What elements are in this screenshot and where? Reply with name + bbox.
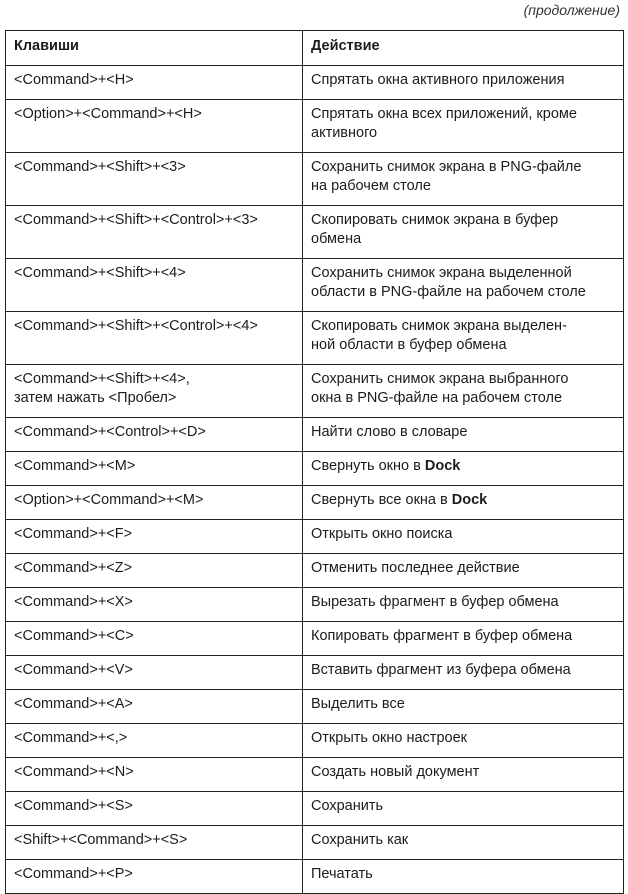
shortcut-action-line — [311, 797, 615, 816]
shortcut-action-cell — [303, 365, 624, 418]
shortcut-action-text: Сохранить как — [311, 832, 409, 848]
table-header-row — [6, 31, 624, 66]
shortcut-action-text: Копировать фрагмент в буфер обмена — [311, 628, 573, 644]
table-row — [6, 792, 624, 826]
shortcut-action-bold-term: Dock — [424, 458, 461, 474]
shortcut-action-cell — [303, 259, 624, 312]
shortcut-action-cell — [303, 826, 624, 860]
shortcut-keys-cell — [6, 153, 303, 206]
shortcut-keys-cell — [6, 312, 303, 365]
shortcut-action-cell — [303, 206, 624, 259]
shortcut-action-cell — [303, 758, 624, 792]
shortcut-action-text: Скопировать снимок экрана в буфер — [311, 212, 559, 228]
shortcut-keys-text: <Command>+<C> — [14, 628, 134, 644]
shortcut-action-text: Найти слово в словаре — [311, 424, 468, 440]
shortcut-action-line — [311, 105, 615, 124]
shortcut-action-text: Выделить все — [311, 696, 405, 712]
table-row — [6, 365, 624, 418]
table-row — [6, 520, 624, 554]
shortcut-action-text: на рабочем столе — [311, 178, 431, 194]
shortcut-keys-text: <Command>+<F> — [14, 526, 133, 542]
shortcut-action-line — [311, 370, 615, 389]
shortcut-keys-cell — [6, 758, 303, 792]
shortcut-action-text: Вставить фрагмент из буфера обмена — [311, 662, 571, 678]
shortcut-action-text: Вырезать фрагмент в буфер обмена — [311, 594, 559, 610]
shortcut-keys-cell — [6, 656, 303, 690]
table-row — [6, 312, 624, 365]
shortcut-action-line — [311, 124, 615, 143]
table-row — [6, 452, 624, 486]
shortcut-action-cell — [303, 690, 624, 724]
shortcut-action-cell — [303, 554, 624, 588]
continuation-note: (продолжение) — [523, 2, 620, 18]
shortcut-keys-cell — [6, 520, 303, 554]
shortcut-action-text: Свернуть все окна в — [311, 492, 452, 508]
table-row — [6, 656, 624, 690]
shortcut-action-text: окна в PNG-файле на рабочем столе — [311, 390, 563, 406]
shortcut-keys-text: <Command>+<Shift>+<4> — [14, 265, 186, 281]
shortcut-action-cell — [303, 418, 624, 452]
shortcut-keys-text: <Command>+<Shift>+<3> — [14, 159, 186, 175]
shortcut-action-line — [311, 177, 615, 196]
shortcut-action-line — [311, 831, 615, 850]
table-row — [6, 153, 624, 206]
shortcut-action-line — [311, 593, 615, 612]
shortcut-action-text: Печатать — [311, 866, 373, 882]
shortcut-action-cell — [303, 724, 624, 758]
shortcut-action-cell — [303, 656, 624, 690]
table-row — [6, 690, 624, 724]
shortcut-action-line — [311, 491, 615, 510]
shortcut-action-text: Открыть окно поиска — [311, 526, 453, 542]
shortcut-keys-text: <Command>+<Shift>+<Control>+<4> — [14, 318, 258, 334]
shortcut-keys-text: <Command>+<V> — [14, 662, 133, 678]
shortcut-action-line — [311, 230, 615, 249]
shortcut-action-text: Сохранить снимок экрана выделенной — [311, 265, 572, 281]
shortcut-keys-cell — [6, 452, 303, 486]
shortcut-action-text: активного — [311, 125, 378, 141]
shortcut-keys-cell — [6, 418, 303, 452]
shortcut-action-line — [311, 283, 615, 302]
shortcut-action-line — [311, 627, 615, 646]
shortcut-keys-text: <Option>+<Command>+<H> — [14, 106, 202, 122]
shortcut-keys-text: <Command>+<,> — [14, 730, 128, 746]
shortcut-action-line — [311, 336, 615, 355]
shortcut-action-line — [311, 525, 615, 544]
table-body — [6, 66, 624, 894]
shortcut-action-line — [311, 211, 615, 230]
shortcut-keys-cell — [6, 792, 303, 826]
table-row — [6, 418, 624, 452]
table-row — [6, 588, 624, 622]
table-row — [6, 100, 624, 153]
shortcut-keys-cell — [6, 690, 303, 724]
shortcut-action-text: Сохранить снимок экрана выбранного — [311, 371, 569, 387]
shortcut-action-line — [311, 865, 615, 884]
shortcut-action-text: Создать новый документ — [311, 764, 480, 780]
shortcut-action-text: Спрятать окна всех приложений, кроме — [311, 106, 577, 122]
shortcut-keys-cell — [6, 486, 303, 520]
shortcut-action-text: Открыть окно настроек — [311, 730, 467, 746]
shortcut-keys-text: <Command>+<N> — [14, 764, 134, 780]
shortcut-keys-text: <Command>+<X> — [14, 594, 133, 610]
shortcut-action-cell — [303, 312, 624, 365]
shortcut-action-text: Сохранить снимок экрана в PNG-файле — [311, 159, 582, 175]
shortcut-action-cell — [303, 588, 624, 622]
shortcut-keys-text: затем нажать <Пробел> — [14, 390, 177, 406]
shortcut-action-line — [311, 661, 615, 680]
shortcut-action-text: обмена — [311, 231, 362, 247]
shortcut-action-text: Спрятать окна активного приложения — [311, 72, 565, 88]
shortcut-action-line — [311, 264, 615, 283]
shortcut-action-text: Сохранить — [311, 798, 384, 814]
shortcut-action-line — [311, 389, 615, 408]
shortcut-keys-text: <Shift>+<Command>+<S> — [14, 832, 188, 848]
table-row — [6, 554, 624, 588]
shortcut-keys-cell — [6, 206, 303, 259]
shortcut-keys-text: <Command>+<A> — [14, 696, 133, 712]
shortcut-action-cell — [303, 486, 624, 520]
shortcut-keys-cell — [6, 365, 303, 418]
shortcut-action-line — [311, 71, 615, 90]
shortcut-action-cell — [303, 452, 624, 486]
shortcuts-table — [5, 30, 624, 894]
shortcut-keys-text: <Command>+<S> — [14, 798, 133, 814]
table-row — [6, 758, 624, 792]
shortcut-action-text: области в PNG-файле на рабочем столе — [311, 284, 586, 300]
shortcut-action-cell — [303, 100, 624, 153]
shortcut-action-cell — [303, 153, 624, 206]
shortcut-keys-text: <Command>+<Shift>+<Control>+<3> — [14, 212, 258, 228]
shortcut-action-text: Отменить последнее действие — [311, 560, 520, 576]
shortcut-action-line — [311, 695, 615, 714]
header-keys: Клавиши — [6, 31, 303, 66]
shortcut-action-cell — [303, 520, 624, 554]
shortcut-action-text: Скопировать снимок экрана выделен- — [311, 318, 567, 334]
header-action: Действие — [303, 31, 624, 66]
table-row — [6, 259, 624, 312]
shortcut-action-line — [311, 317, 615, 336]
shortcut-action-line — [311, 763, 615, 782]
table-row — [6, 66, 624, 100]
shortcut-action-cell — [303, 860, 624, 894]
shortcut-keys-cell — [6, 259, 303, 312]
shortcut-action-text: ной области в буфер обмена — [311, 337, 507, 353]
shortcut-keys-text: <Option>+<Command>+<M> — [14, 492, 204, 508]
table-row — [6, 622, 624, 656]
shortcut-action-line — [311, 729, 615, 748]
shortcut-keys-cell — [6, 554, 303, 588]
shortcut-keys-text: <Command>+<H> — [14, 72, 134, 88]
shortcut-action-line — [311, 457, 615, 476]
table-row — [6, 724, 624, 758]
shortcut-keys-cell — [6, 100, 303, 153]
shortcut-action-line — [311, 423, 615, 442]
shortcut-keys-cell — [6, 826, 303, 860]
shortcut-keys-cell — [6, 66, 303, 100]
shortcut-keys-text: <Command>+<Control>+<D> — [14, 424, 206, 440]
table-row — [6, 826, 624, 860]
shortcut-action-line — [311, 158, 615, 177]
shortcut-keys-cell — [6, 860, 303, 894]
shortcut-action-cell — [303, 622, 624, 656]
shortcut-action-cell — [303, 66, 624, 100]
shortcut-action-text: Свернуть окно в — [311, 458, 425, 474]
shortcut-action-cell — [303, 792, 624, 826]
shortcut-action-line — [311, 559, 615, 578]
table-row — [6, 486, 624, 520]
shortcut-keys-cell — [6, 588, 303, 622]
table-row — [6, 206, 624, 259]
shortcut-keys-cell — [6, 622, 303, 656]
shortcut-keys-text: <Command>+<P> — [14, 866, 133, 882]
shortcut-action-bold-term: Dock — [451, 492, 488, 508]
shortcut-keys-text: <Command>+<M> — [14, 458, 136, 474]
shortcut-keys-cell — [6, 724, 303, 758]
shortcut-keys-text: <Command>+<Z> — [14, 560, 133, 576]
shortcut-keys-text: <Command>+<Shift>+<4>, — [14, 371, 190, 387]
table-row — [6, 860, 624, 894]
